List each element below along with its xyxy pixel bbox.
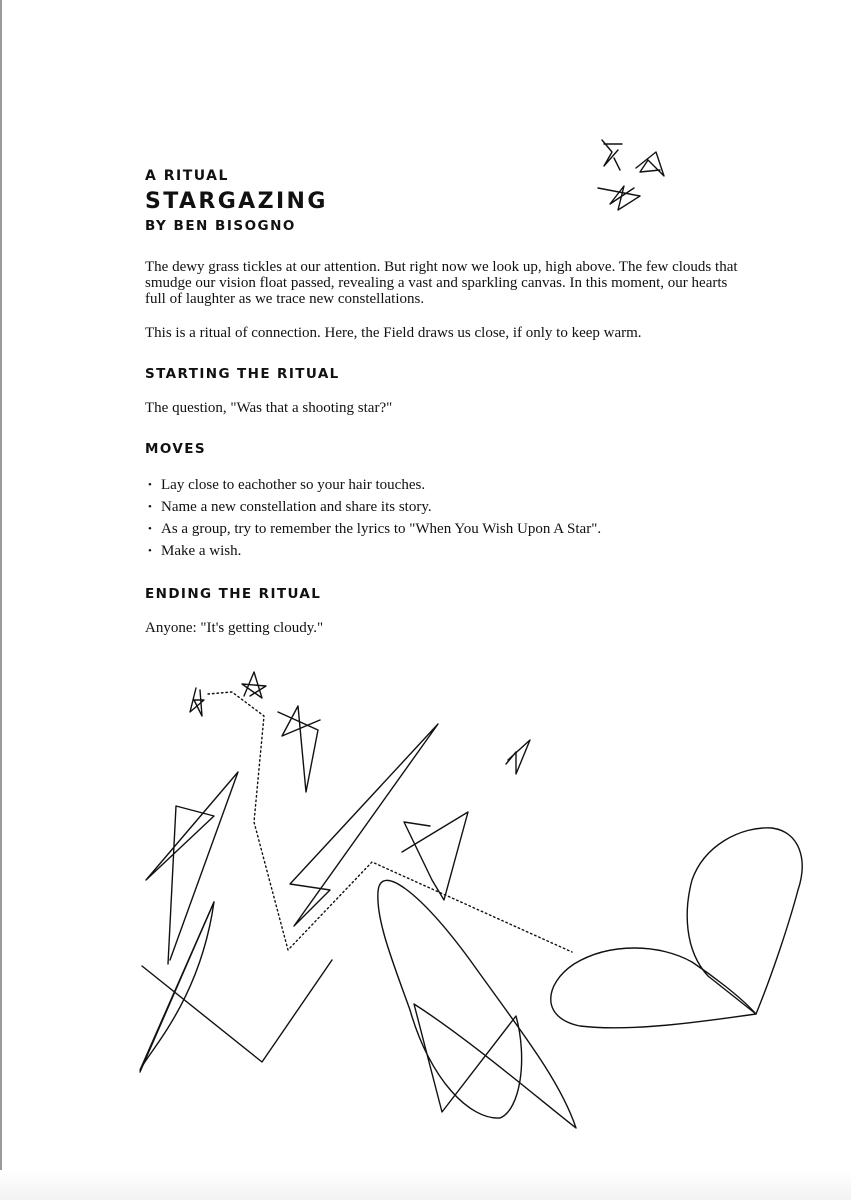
- ritual-kicker: A RITUAL: [145, 168, 229, 184]
- page-title: STARGAZING: [145, 189, 328, 214]
- intro-paragraph-2: This is a ritual of connection. Here, the Field draws us close, if only to keep warm.: [145, 325, 642, 341]
- author-byline: BY BEN BISOGNO: [145, 218, 296, 234]
- cloud-doodles-icon: [378, 828, 802, 1128]
- moves-list: [145, 474, 745, 562]
- starting-heading: STARTING THE RITUAL: [145, 366, 340, 382]
- list-item: • As a group, try to remember the lyrics to "When You Wish Upon A Star".: [145, 518, 745, 540]
- ending-heading: ENDING THE RITUAL: [145, 586, 322, 602]
- page-bottom-shade: [0, 1170, 851, 1200]
- small-star-doodles-icon: [190, 672, 530, 792]
- moves-heading: MOVES: [145, 441, 206, 457]
- list-item: • Lay close to eachother so your hair touches.: [145, 474, 745, 496]
- list-item: • Make a wish.: [145, 540, 745, 562]
- ritual-document: [145, 166, 745, 636]
- intro-paragraph-1: The dewy grass tickles at our attention. But right now we look up, high above. The few clouds that smudge our vision float passed, revealing a vast and sparkling canvas. In this moment, our hearts full of laughter as we trace new constellations.: [145, 259, 738, 307]
- ending-text: Anyone: "It's getting cloudy.": [145, 620, 324, 636]
- list-item: • Name a new constellation and share its story.: [145, 496, 745, 518]
- starting-text: The question, "Was that a shooting star?": [145, 400, 393, 416]
- dotted-constellation-lines: [208, 692, 572, 952]
